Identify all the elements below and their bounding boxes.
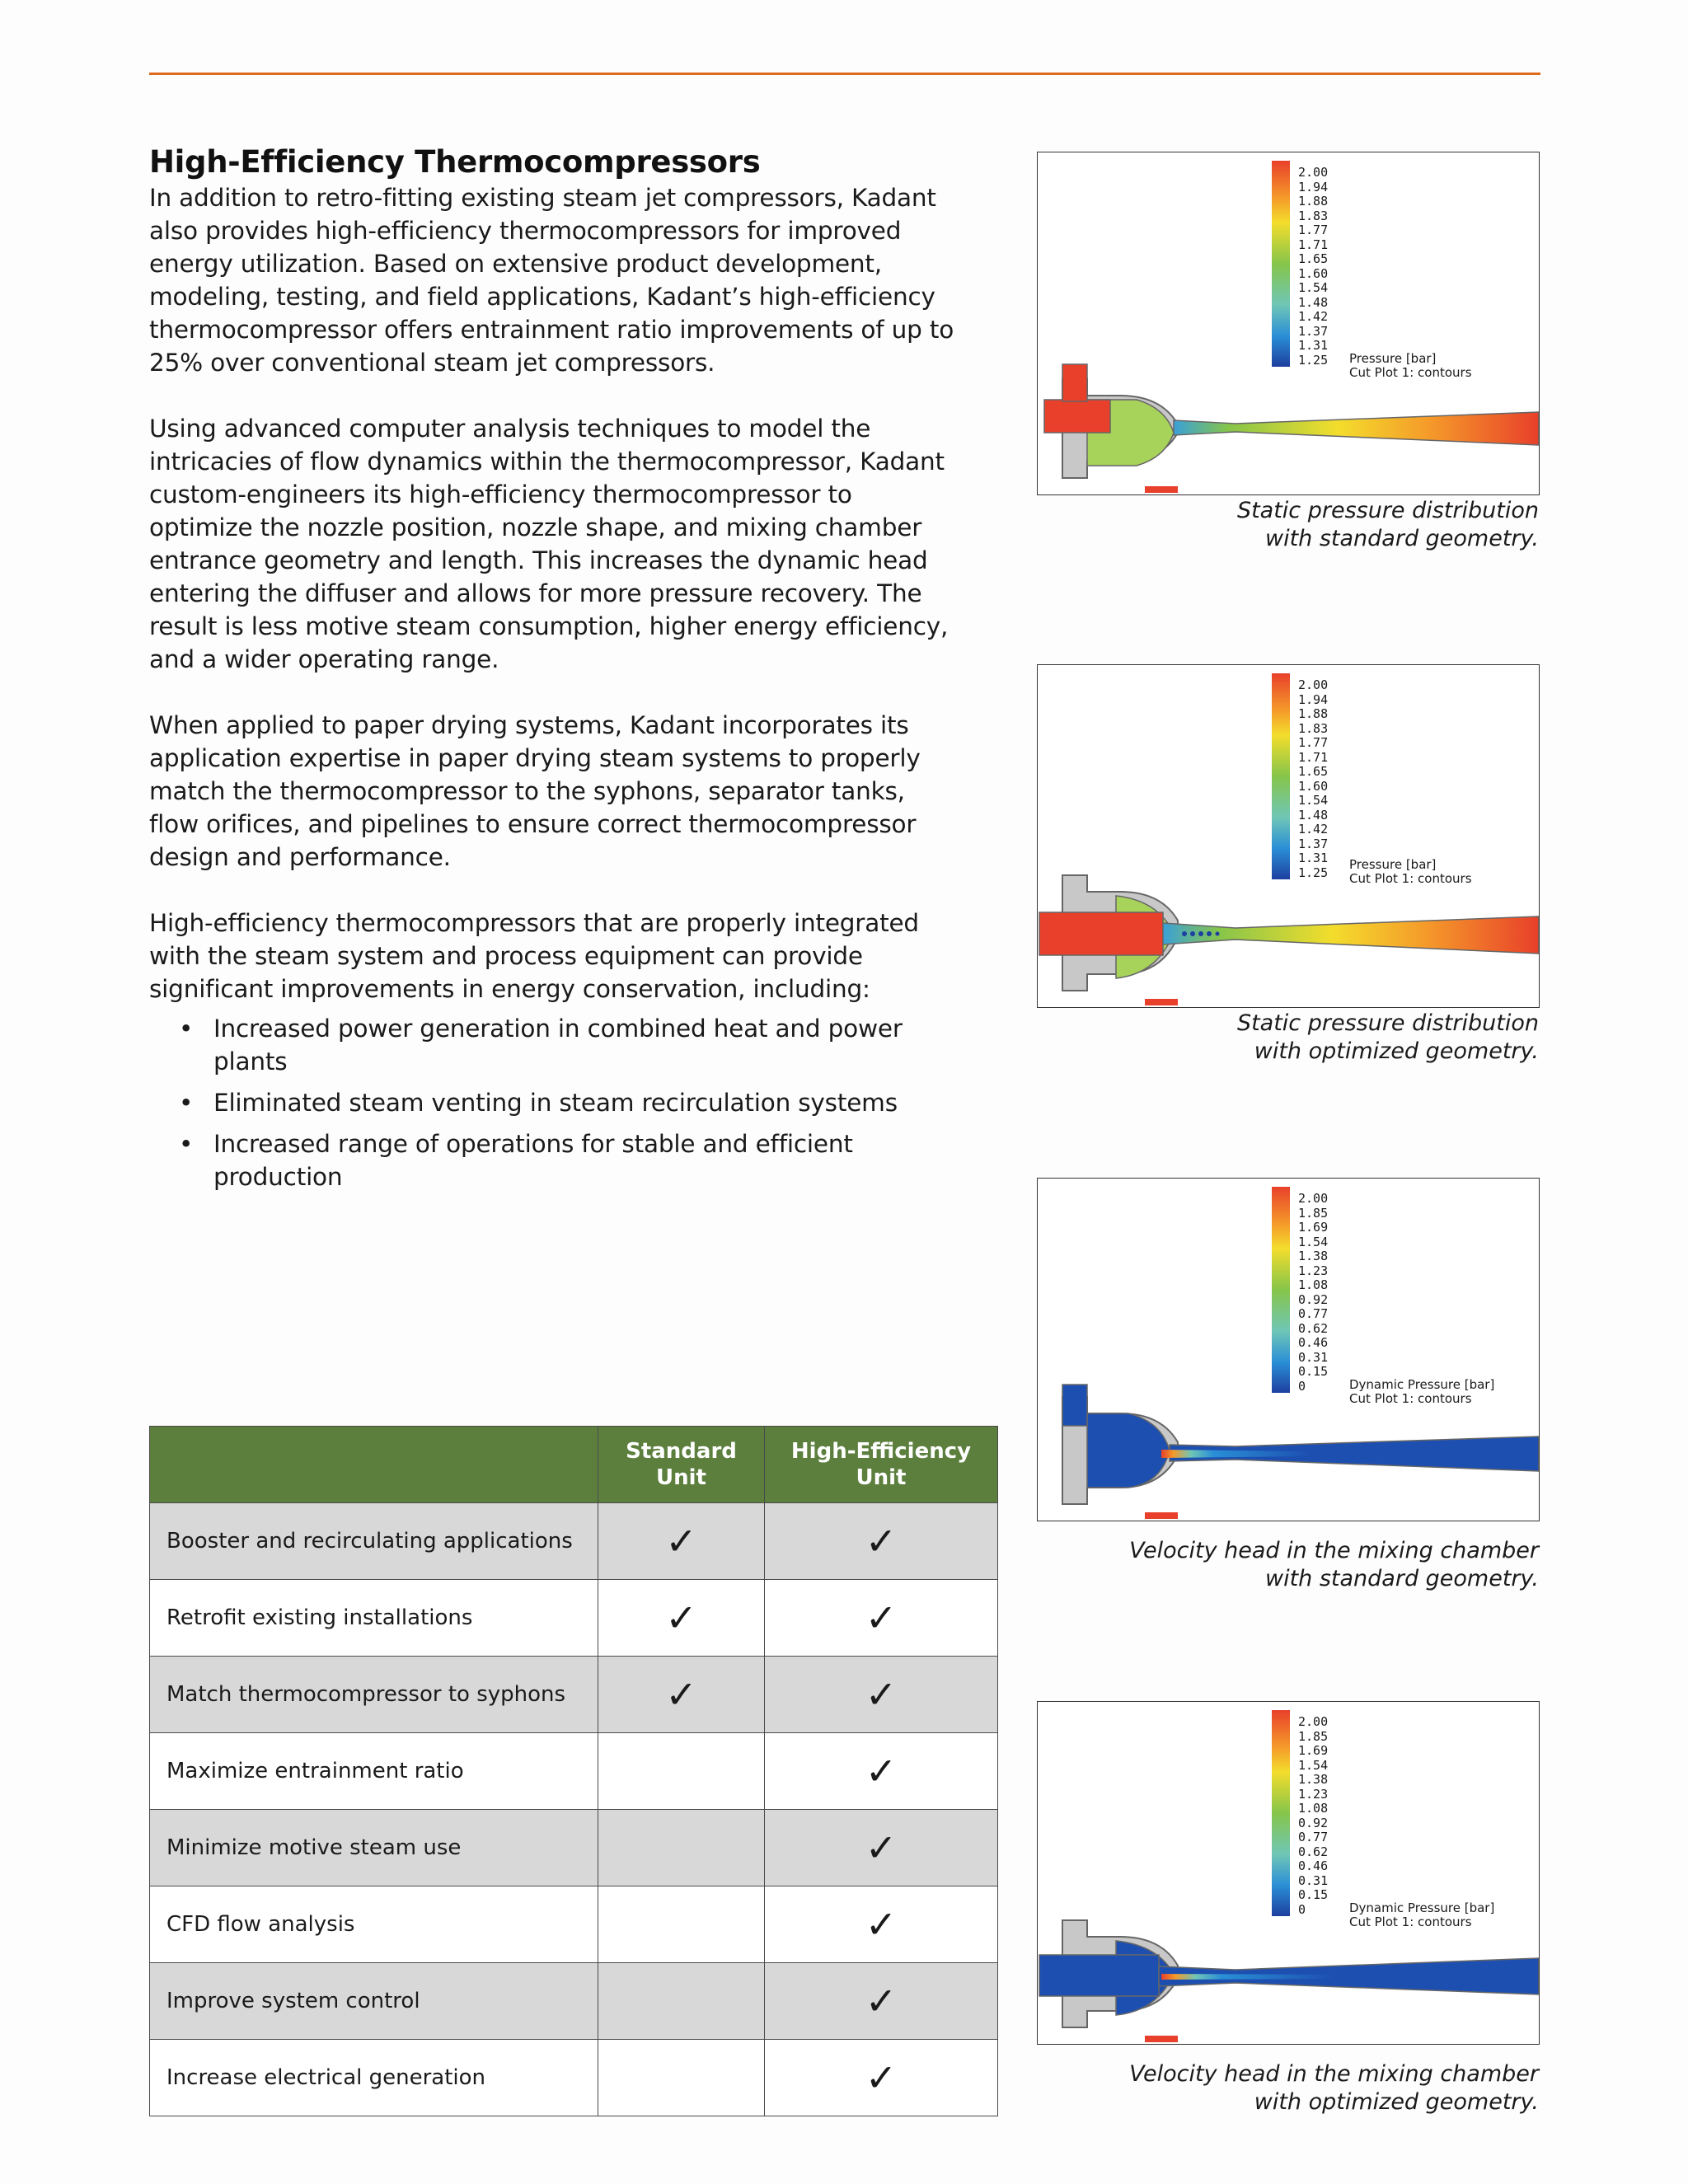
tick-label: 1.42 bbox=[1298, 309, 1329, 324]
row-label: Improve system control bbox=[150, 1963, 598, 2040]
tick-label: 1.54 bbox=[1298, 280, 1329, 295]
tick-label: 1.88 bbox=[1298, 706, 1329, 721]
tick-label: 1.54 bbox=[1298, 1757, 1329, 1773]
table-header-row bbox=[150, 1427, 998, 1503]
tick-label: 1.85 bbox=[1298, 1205, 1329, 1221]
list-item: • Eliminated steam venting in steam recirculation systems bbox=[213, 1086, 957, 1119]
tick-label: 1.85 bbox=[1298, 1728, 1329, 1744]
tick-label: 1.77 bbox=[1298, 223, 1329, 237]
tick-label: 1.83 bbox=[1298, 720, 1329, 736]
legend-title: Dynamic Pressure [bar] Cut Plot 1: contours bbox=[1349, 1377, 1495, 1406]
tick-label: 1.77 bbox=[1298, 735, 1329, 750]
tick-label: 1.23 bbox=[1298, 1786, 1329, 1802]
tick-label: 1.69 bbox=[1298, 1220, 1329, 1235]
comparison-table bbox=[149, 1426, 998, 2116]
paragraph-3: When applied to paper drying systems, Kadant incorporates its application expertise in paper drying steam systems to properly match the thermocompressor to the syphons, separator tanks, flow orifices, and pipelines to ensure correct thermocompressor design and performance. bbox=[149, 711, 921, 871]
table-row bbox=[150, 1503, 998, 1580]
table-row bbox=[150, 1963, 998, 2040]
tick-label: 1.71 bbox=[1298, 237, 1329, 252]
tick-label: 2.00 bbox=[1298, 165, 1329, 180]
row-label: Booster and recirculating applications bbox=[150, 1503, 598, 1580]
tick-label: 2.00 bbox=[1298, 1191, 1329, 1206]
tick-label: 1.37 bbox=[1298, 836, 1329, 851]
tick-label: 0.62 bbox=[1298, 1320, 1329, 1336]
colorbar bbox=[1272, 673, 1290, 879]
tick-label: 0 bbox=[1298, 1901, 1306, 1917]
legend-ticks bbox=[1298, 1192, 1328, 1394]
tick-label: 1.31 bbox=[1298, 338, 1329, 353]
standard-check-icon bbox=[598, 1733, 765, 1810]
tick-label: 1.94 bbox=[1298, 691, 1329, 707]
row-label: Maximize entrainment ratio bbox=[150, 1733, 598, 1810]
tick-label: 0 bbox=[1298, 1378, 1306, 1394]
legend-ticks bbox=[1298, 678, 1328, 880]
tick-label: 0.31 bbox=[1298, 1872, 1329, 1888]
tick-label: 0.46 bbox=[1298, 1335, 1329, 1350]
tick-label: 1.48 bbox=[1298, 807, 1329, 823]
row-label: Retrofit existing installations bbox=[150, 1580, 598, 1657]
paragraph-1: In addition to retro-fitting existing steam jet compressors, Kadant also provides high-efficiency thermocompressors for improved energy utilization. Based on extensive product development, modeling, testing, and field applications, Kadant’s high-efficiency thermocompressor offers entrainment ratio improvements of up to 25% over conventional steam jet compressors. bbox=[149, 184, 954, 377]
table-row bbox=[150, 1657, 998, 1733]
caption-figure-3: Velocity head in the mixing chamber with standard geometry. bbox=[1129, 1538, 1539, 1591]
legend-ticks bbox=[1298, 166, 1328, 368]
cfd-geometry bbox=[1038, 859, 1539, 1007]
tick-label: 1.71 bbox=[1298, 749, 1329, 765]
article-title: High-Efficiency Thermocompressors bbox=[149, 144, 761, 180]
table-row bbox=[150, 1733, 998, 1810]
figure-velocity-head-optimized bbox=[1037, 1701, 1540, 2045]
tick-label: 1.42 bbox=[1298, 822, 1329, 837]
row-label: Minimize motive steam use bbox=[150, 1810, 598, 1886]
high-efficiency-check-icon: ✓ bbox=[765, 1810, 998, 1886]
table-header-blank bbox=[150, 1427, 598, 1503]
row-label: Increase electrical generation bbox=[150, 2040, 598, 2116]
paragraph-4: High-efficiency thermocompressors that are properly integrated with the steam system and process equipment can provide significant improvements in energy conservation, including: bbox=[149, 909, 919, 1003]
article bbox=[149, 144, 957, 1202]
legend-ticks bbox=[1298, 1715, 1328, 1917]
table-row bbox=[150, 2040, 998, 2116]
tick-label: 1.37 bbox=[1298, 323, 1329, 339]
high-efficiency-check-icon: ✓ bbox=[765, 1657, 998, 1733]
tick-label: 0.77 bbox=[1298, 1306, 1329, 1321]
tick-label: 1.08 bbox=[1298, 1801, 1329, 1816]
caption-figure-4: Velocity head in the mixing chamber with optimized geometry. bbox=[1129, 2061, 1539, 2115]
standard-check-icon bbox=[598, 1810, 765, 1886]
high-efficiency-check-icon: ✓ bbox=[765, 1963, 998, 2040]
tick-label: 1.94 bbox=[1298, 179, 1329, 194]
high-efficiency-check-icon: ✓ bbox=[765, 1886, 998, 1963]
tick-label: 0.46 bbox=[1298, 1858, 1329, 1873]
table-row bbox=[150, 1886, 998, 1963]
cfd-geometry bbox=[1038, 1377, 1539, 1521]
caption-figure-1: Static pressure distribution with standard geometry. bbox=[1236, 498, 1539, 551]
tick-label: 0.62 bbox=[1298, 1844, 1329, 1859]
high-efficiency-check-icon: ✓ bbox=[765, 1503, 998, 1580]
standard-check-icon bbox=[598, 2040, 765, 2116]
high-efficiency-check-icon: ✓ bbox=[765, 1580, 998, 1657]
colorbar bbox=[1272, 1710, 1290, 1916]
caption-figure-2: Static pressure distribution with optimized geometry. bbox=[1236, 1010, 1539, 1064]
tick-label: 0.15 bbox=[1298, 1364, 1329, 1379]
list-item: • Increased power generation in combined heat and power plants bbox=[213, 1012, 957, 1078]
tick-label: 1.54 bbox=[1298, 1234, 1329, 1249]
row-label: CFD flow analysis bbox=[150, 1886, 598, 1963]
tick-label: 2.00 bbox=[1298, 677, 1329, 692]
tick-label: 1.25 bbox=[1298, 865, 1329, 880]
row-label: Match thermocompressor to syphons bbox=[150, 1657, 598, 1733]
tick-label: 1.25 bbox=[1298, 352, 1329, 368]
legend-title: Pressure [bar] Cut Plot 1: contours bbox=[1349, 857, 1472, 886]
tick-label: 1.38 bbox=[1298, 1249, 1329, 1263]
list-item: • Increased range of operations for stable and efficient production bbox=[213, 1127, 957, 1193]
high-efficiency-check-icon: ✓ bbox=[765, 2040, 998, 2116]
tick-label: 1.69 bbox=[1298, 1743, 1329, 1758]
cfd-geometry bbox=[1038, 1901, 1539, 2044]
high-efficiency-check-icon: ✓ bbox=[765, 1733, 998, 1810]
figure-static-pressure-optimized bbox=[1037, 664, 1540, 1008]
tick-label: 2.00 bbox=[1298, 1714, 1329, 1729]
standard-check-icon bbox=[598, 1963, 765, 2040]
tick-label: 1.08 bbox=[1298, 1277, 1329, 1292]
tick-label: 0.77 bbox=[1298, 1830, 1329, 1844]
colorbar bbox=[1272, 1187, 1290, 1393]
tick-label: 0.31 bbox=[1298, 1349, 1329, 1365]
legend-title: Pressure [bar] Cut Plot 1: contours bbox=[1349, 351, 1472, 380]
tick-label: 1.60 bbox=[1298, 778, 1329, 794]
benefits-list bbox=[149, 1012, 957, 1193]
legend-title: Dynamic Pressure [bar] Cut Plot 1: contours bbox=[1349, 1900, 1495, 1929]
tick-label: 1.31 bbox=[1298, 851, 1329, 865]
tick-label: 1.23 bbox=[1298, 1263, 1329, 1278]
standard-check-icon: ✓ bbox=[598, 1657, 765, 1733]
header-rule bbox=[149, 73, 1540, 75]
tick-label: 1.38 bbox=[1298, 1772, 1329, 1787]
tick-label: 0.92 bbox=[1298, 1291, 1329, 1307]
tick-label: 0.15 bbox=[1298, 1887, 1329, 1902]
figure-static-pressure-standard bbox=[1037, 152, 1540, 495]
table-row bbox=[150, 1580, 998, 1657]
tick-label: 1.83 bbox=[1298, 208, 1329, 223]
cfd-geometry bbox=[1038, 363, 1539, 494]
colorbar bbox=[1272, 161, 1290, 367]
figure-velocity-head-standard bbox=[1037, 1178, 1540, 1521]
tick-label: 1.65 bbox=[1298, 251, 1329, 266]
tick-label: 0.92 bbox=[1298, 1815, 1329, 1830]
tick-label: 1.65 bbox=[1298, 764, 1329, 779]
tick-label: 1.48 bbox=[1298, 294, 1329, 310]
table-header-standard: Standard Unit bbox=[598, 1427, 765, 1503]
standard-check-icon bbox=[598, 1886, 765, 1963]
tick-label: 1.88 bbox=[1298, 194, 1329, 209]
table-row bbox=[150, 1810, 998, 1886]
standard-check-icon: ✓ bbox=[598, 1580, 765, 1657]
paragraph-2: Using advanced computer analysis techniques to model the intricacies of flow dynamics within the thermocompressor, Kadant custom-engineers its high-efficiency thermocompressor to optimize the nozzle position, nozzle shape, and mixing chamber entrance geometry and length. This increases the dynamic head entering the diffuser and allows for more pressure recovery. The result is less motive steam consumption, higher energy efficiency, and a wider operating range. bbox=[149, 415, 949, 673]
table-header-high-efficiency: High-Efficiency Unit bbox=[765, 1427, 998, 1503]
tick-label: 1.60 bbox=[1298, 265, 1329, 281]
standard-check-icon: ✓ bbox=[598, 1503, 765, 1580]
tick-label: 1.54 bbox=[1298, 793, 1329, 808]
